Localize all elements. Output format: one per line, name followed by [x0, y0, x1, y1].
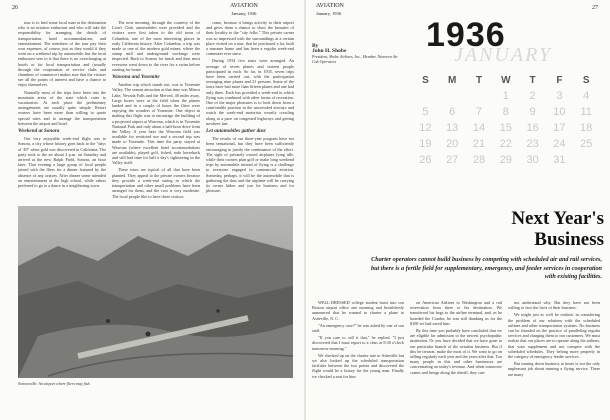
- weekday-label: S: [582, 74, 590, 86]
- calendar-day: 5: [422, 106, 429, 118]
- paragraph: not understand why. But they have not been willing to face the facts of their business.: [508, 300, 600, 311]
- calendar-grid: [412, 72, 600, 168]
- paragraph: WELL-DRESSED college student burst into our Boston airport office one morning and breathlessly announced that he wanted to charter a plane to Asheville, N. C.: [312, 300, 404, 321]
- weekday-label: W: [501, 74, 511, 86]
- right-issue-date: January, 1936: [316, 11, 341, 16]
- calendar-day: 8: [502, 106, 509, 118]
- calendar-day: 21: [472, 138, 486, 150]
- aerial-photo: [18, 206, 293, 378]
- calendar-week-row: [412, 136, 600, 152]
- calendar-week-row: [412, 88, 600, 104]
- paragraph: We might just as well be realistic in considering the problem of our relations with the scheduled airlines and other transportation systems. No business can be founded on the practice of paralleling regular services and charging them to our customers. We must realize that our places are to operate along the airlines, that your supplement and not compete with the scheduled schedules. They belong more properly in the category of emergency feeder services.: [508, 312, 600, 360]
- calendar-day: 31: [553, 154, 566, 166]
- paragraph: on American Airlines to Washington and a rail reservation from there to his destination. We transferred his bags to the airline terminal, and, as he boarded the Condor, he was still thanking us for the $100 we had saved him.: [410, 300, 502, 326]
- paragraph: The results of our three-year program have not been sensational, but they have been sufficiently encouraging to justify the continuance of the effort. The sight of privately owned airplanes lying idle, while their owners plan golf or make long weekend trips by automobile instead of flying is a challenge to everyone engaged in commercial aviation. Someday, perhaps, it will be the automobile that is gathering the dust and the airplane will be carrying its owner hither and yon for business and for pleasure.: [206, 136, 294, 194]
- paragraph: During 1934 five tours were arranged. An average of seven planes and sixteen people participated in each. So far, in 1935, seven trips have been carried out, with the participation averaging nine planes and 21 persons. Some of the tours have had more than fifteen planes and one had only three. Each has provided a week-end in which flying was combined with other forms of recreation. One of the major pleasures is to look down from a comfortable position in the uncrowded airways and watch the week-end motorists wearily crawling along at a pace on congested highways and getting nowhere fast.: [206, 58, 294, 126]
- calendar-day: 11: [580, 106, 592, 118]
- left-column-1: [18, 20, 106, 212]
- article-deck: Charter operators cannot build business by competing with scheduled air and rail services, but there is a fertile field for supplementary, emergency, and feeder services in cooperation with existing facilities.: [370, 256, 602, 281]
- calendar-day: 27: [446, 154, 459, 166]
- paragraph: But turning down business at times is not the only unpleasant job about running a flying service. There are many: [508, 361, 600, 377]
- author-title: President, Shobe Airlines, Inc., Member, Nineteen Air Cab Operators: [312, 54, 398, 64]
- calendar-day: 25: [580, 138, 593, 150]
- left-folio: 26: [12, 5, 18, 11]
- byline-by: By: [312, 43, 319, 49]
- right-folio: 27: [592, 5, 598, 11]
- weekday-label: S: [422, 74, 429, 86]
- weekday-label: T: [529, 74, 536, 86]
- calendar-weekday-row: [412, 72, 600, 88]
- paragraph: By this time you probably have concluded that we are eligible for admission to the newest psychopathic institution. Or you have decided that we have gone to our particular branch of the aviation business. But if this be treason, make the most of it. We want to go on selling regularly each year and the years after that. Too many people in this and other businesses are concentrating on today's revenue. And when tomorrow comes and brings along the sheriff, they can-: [410, 328, 502, 375]
- byline: [312, 44, 400, 64]
- calendar-day: 30: [526, 154, 539, 166]
- section-heading: Wawona and Yosemite: [112, 74, 160, 81]
- calendar-day: 20: [446, 138, 459, 150]
- calendar-illustration: [408, 16, 600, 198]
- calendar-day: 1: [502, 90, 509, 102]
- left-running-head: [230, 3, 258, 17]
- calendar-day: 9: [529, 106, 536, 118]
- right-running-head: [316, 3, 344, 17]
- weekday-label: T: [475, 74, 483, 86]
- calendar-week-row: [412, 152, 600, 168]
- calendar-day: 6: [449, 106, 456, 118]
- calendar-day: 14: [472, 122, 486, 134]
- paragraph: tour is to find some local man at the destination who is an aviation enthusiast and who will take the responsibility for arranging the details of transportation, hotel accommodations, and entertainment. The members of the tour pay their own expenses, of course, just as they would if they went on a weekend trip by automobile, but the local enthusiast sees to it that there is no overcharging at hotels or for local transportation and (usually through the cooperation of service clubs and chambers of commerce) makes sure that the visitors see all the points of interest and have a chance to enjoy themselves.: [18, 20, 106, 88]
- paragraph: "If you care to call it that," he replied. "I just discovered that I must report to a class at 8:30 o'clock tomorrow morning.": [312, 335, 404, 351]
- calendar-day: 19: [419, 138, 432, 150]
- calendar-day: 10: [553, 106, 566, 118]
- page-gutter: [304, 0, 306, 420]
- paragraph: Our very enjoyable week-end flight was to Sonora, a city whose history goes back to the "days of '49" when gold was discovered in California. The party took to the air about 2 p.m. on Saturday and arrived at the new Ralph Field, Sonora, an hour later. That evening a large group of local people joined with the fliers for a dinner featured by the absence of any oratory. After dinner some attended an entertainment at the high school, while others preferred to go to a dance in a neighboring town.: [18, 136, 106, 189]
- calendar-week-row: [412, 120, 600, 136]
- calendar-day: 4: [583, 90, 590, 102]
- paragraph: The next morning, through the courtesy of the Lion's Club, automobiles were provided and the visitors were first taken to the old town of Columbia, one of the most interesting places in early California history. After Columbia, a trip was made to one of the modern gold mines, where the stamp mill and underground workings were inspected. Back to Sonora for lunch and then most everyone went down to the river for a swim before starting for home.: [112, 20, 200, 72]
- calendar-day: 18: [580, 122, 593, 134]
- right-column-1: [312, 300, 404, 414]
- calendar-day: 16: [526, 122, 539, 134]
- calendar-day: 28: [472, 154, 486, 166]
- calendar-month: JANUARY: [454, 44, 553, 66]
- paragraph: Another trip which stands out, was to Yosemite Valley. The season attraction at that time was Mirror Lake, Nevada Falls and the Merced, 40 miles away. Large boxes were at the field when the planes landed and in a couple of hours the fliers were enjoying the wonders of Yosemite. One object in making this flight was to encourage the building of a projected airport at Wawona, which is in Yosemite National Park and only about a half-hour drive from the Valley. A year later the Wawona field was available for restricted use and a second trip was made to Yosemite. This time the party stayed at Wawona (where excellent hotel accommodations are available), played golf, fished, rode horseback and still had time for half a day's sightseeing in the Valley itself.: [112, 82, 200, 166]
- calendar-day: 23: [526, 138, 539, 150]
- calendar-day: 29: [499, 154, 512, 166]
- paragraph: come, because it brings activity to their airport and gives them a chance to show the beauties of their locality to the "city folks." This private owner was so impressed with the surroundings at a certain place visited on a tour, that he purchased a lot, built a summer home and has been a regular week-end commuter ever since.: [206, 20, 294, 57]
- right-column-3: [508, 300, 600, 414]
- headline-line-2: Business: [534, 229, 604, 250]
- author-name: John H. Shobe: [312, 48, 347, 54]
- left-magazine-name: AVIATION: [230, 3, 258, 9]
- calendar-year: 1936: [426, 16, 506, 54]
- left-issue-date: January, 1936: [231, 11, 257, 16]
- article-headline: [408, 208, 604, 250]
- calendar-day: 15: [499, 122, 512, 134]
- calendar-day: 2: [529, 90, 536, 102]
- headline-line-1: Next Year's: [511, 208, 604, 229]
- section-heading: Weekend at Sonora: [18, 128, 60, 135]
- calendar-week-row: [412, 104, 600, 120]
- calendar-day: 24: [553, 138, 566, 150]
- calendar-day: 17: [553, 122, 566, 134]
- paragraph: We checked up on the charter rate to Asheville but we also looked up the scheduled transportation facilities between the two points and discovered the flight would be a luxury for the young man. Finally we checked a seat for him: [312, 352, 404, 379]
- photo-caption: Sonoraville. An airport where fliers may fish.: [18, 381, 91, 386]
- right-magazine-name: AVIATION: [316, 3, 344, 9]
- calendar-day: 26: [419, 154, 432, 166]
- paragraph: Naturally most of the trips have been into the mountain areas of the state which cater to vacationists. At each place the preliminary arrangements are usually quite simple. Resort owners have been more than willing to quote special rates and to arrange the transportation between the airport and hotel.: [18, 89, 106, 126]
- weekday-label: M: [448, 74, 457, 86]
- calendar-day: 7: [475, 106, 483, 118]
- calendar-day: 22: [499, 138, 512, 150]
- paragraph: "An emergency case?" he was asked by one of our staff.: [312, 322, 404, 334]
- right-column-2: [410, 300, 502, 414]
- section-heading: Let automobiles gather dust: [206, 128, 266, 135]
- paragraph: These tours are typical of all that have been planned. They appeal to the private owners because they provide a week-end outing in which the transportation and other small problems have been arranged for them, and the cost is very moderate. The local people like to have these visitors: [112, 167, 200, 199]
- calendar-day: 13: [446, 122, 459, 134]
- calendar-day: 3: [556, 90, 563, 102]
- weekday-label: F: [556, 74, 563, 86]
- calendar-day: 12: [419, 122, 432, 134]
